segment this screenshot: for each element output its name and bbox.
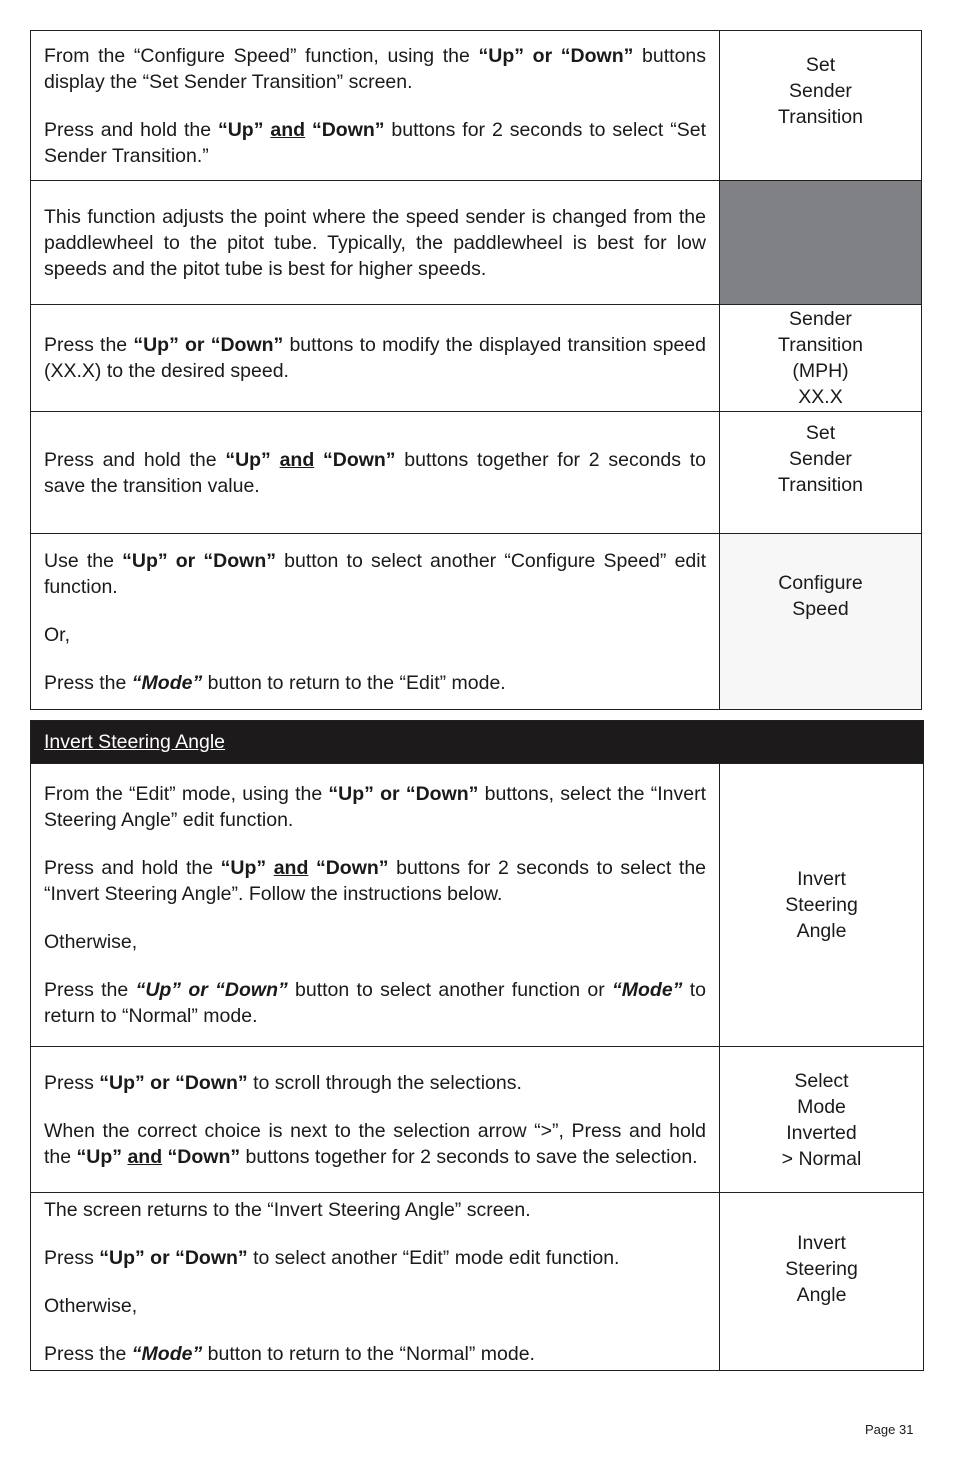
display-line: Select bbox=[794, 1069, 849, 1092]
instruction-cell bbox=[31, 305, 720, 412]
text-run: button to select another “Configure Speed” edit function. bbox=[44, 549, 707, 598]
display-line: Sender bbox=[789, 80, 852, 102]
text-run bbox=[308, 857, 316, 879]
text-run: buttons to modify the displayed transition speed (XX.X) to the desired speed. bbox=[44, 334, 706, 382]
text-run: Press bbox=[44, 1246, 100, 1269]
section-title: Invert Steering Angle bbox=[44, 730, 226, 753]
text-run: From the “Edit” mode, using the bbox=[44, 783, 329, 805]
display-line: Transition bbox=[778, 474, 863, 496]
display-screen-cell bbox=[720, 305, 922, 412]
instruction-cell bbox=[31, 412, 720, 534]
text-run: “Up” or “Down” bbox=[133, 334, 284, 356]
instruction-paragraph bbox=[44, 781, 706, 833]
text-run: buttons together for 2 seconds to save the transition value. bbox=[44, 448, 707, 497]
instruction-paragraph bbox=[44, 117, 706, 169]
text-run: and bbox=[273, 857, 309, 879]
table-row bbox=[31, 412, 922, 534]
display-line: Invert bbox=[797, 868, 846, 890]
text-run bbox=[266, 857, 274, 879]
display-line: Set bbox=[805, 422, 836, 444]
text-run: “Mode” bbox=[131, 671, 203, 694]
table-row bbox=[31, 305, 922, 412]
text-run: “Mode” bbox=[612, 979, 683, 1001]
table-row bbox=[31, 1047, 924, 1193]
display-line: Set bbox=[805, 54, 836, 76]
text-run: Press the bbox=[44, 1342, 132, 1365]
text-run: and bbox=[279, 448, 315, 471]
instruction-cell bbox=[31, 1047, 720, 1193]
section-header-row bbox=[31, 721, 924, 764]
section-header bbox=[31, 721, 924, 764]
display-line: Transition bbox=[778, 334, 863, 356]
instruction-cell bbox=[31, 534, 720, 710]
text-run: “Up” bbox=[76, 1145, 123, 1168]
display-line: Steering bbox=[785, 1258, 858, 1280]
text-run: Press and hold the bbox=[44, 448, 226, 471]
text-run: to return to “Normal” mode. bbox=[44, 979, 706, 1027]
text-run: Otherwise, bbox=[44, 931, 138, 953]
instruction-paragraph bbox=[44, 204, 706, 282]
text-run: button to return to the “Normal” mode. bbox=[202, 1342, 535, 1365]
display-line: > Normal bbox=[781, 1147, 862, 1170]
text-run: and bbox=[127, 1145, 163, 1168]
display-line: XX.X bbox=[798, 386, 843, 408]
text-run: Press bbox=[44, 1071, 100, 1094]
display-line: Inverted bbox=[786, 1121, 857, 1144]
text-run: From the “Configure Speed” function, using the bbox=[44, 44, 479, 67]
instruction-paragraph bbox=[44, 1245, 706, 1271]
display-screen-cell bbox=[720, 1047, 924, 1193]
display-screen-cell bbox=[720, 412, 922, 534]
text-run: buttons, select the “Invert Steering Angle” edit function. bbox=[44, 783, 706, 831]
text-run: “Mode” bbox=[131, 1342, 203, 1365]
table-row bbox=[31, 534, 922, 710]
text-run: buttons for 2 seconds to select “Set Sender Transition.” bbox=[44, 118, 706, 167]
table-row bbox=[31, 1193, 924, 1371]
display-screen-cell bbox=[720, 31, 922, 181]
display-screen-cell bbox=[720, 764, 924, 1047]
instruction-paragraph bbox=[44, 332, 706, 384]
instruction-cell bbox=[31, 181, 720, 305]
text-run: When the correct choice is next to the selection arrow “>”, Press and hold the bbox=[44, 1119, 706, 1168]
text-run: Otherwise, bbox=[44, 1294, 138, 1317]
text-run: “Up” or “Down” bbox=[478, 44, 634, 67]
table-row bbox=[31, 764, 924, 1047]
text-run bbox=[305, 119, 312, 141]
display-line: Speed bbox=[792, 598, 849, 620]
display-screen-cell bbox=[720, 534, 922, 710]
text-run: button to select another function or bbox=[287, 979, 613, 1001]
text-run: “Up” or “Down” bbox=[99, 1071, 248, 1094]
text-run: buttons for 2 seconds to select the “Invert Steering Angle”. Follow the instructions below. bbox=[44, 857, 707, 905]
instruction-paragraph bbox=[44, 855, 706, 907]
text-run bbox=[314, 449, 323, 471]
text-run: “Up” or “Down” bbox=[135, 979, 288, 1001]
text-run: buttons display the “Set Sender Transition” screen. bbox=[44, 44, 707, 93]
invert-steering-table bbox=[30, 720, 924, 1371]
instruction-paragraph bbox=[44, 1197, 706, 1223]
display-screen-cell bbox=[720, 1193, 924, 1371]
instruction-cell bbox=[31, 764, 720, 1047]
text-run: to select another “Edit” mode edit function. bbox=[247, 1246, 620, 1269]
display-line: Angle bbox=[796, 920, 847, 942]
text-run: buttons together for 2 seconds to save the selection. bbox=[240, 1145, 698, 1168]
text-run bbox=[271, 449, 280, 471]
text-run: “Up” or “Down” bbox=[122, 549, 276, 572]
text-run: Press and hold the bbox=[44, 118, 218, 141]
configure-speed-table bbox=[30, 30, 922, 710]
display-line: Sender bbox=[789, 308, 852, 330]
text-run: Press the bbox=[44, 671, 132, 694]
display-line: (MPH) bbox=[792, 360, 849, 382]
display-line: Steering bbox=[785, 894, 858, 916]
text-run: This function adjusts the point where the speed sender is changed from the paddlewheel to the pitot tube. Typically, the paddlewheel is best for low speeds and the pitot tube is best for higher speeds. bbox=[44, 205, 706, 280]
text-run: Use the bbox=[44, 549, 123, 572]
instruction-paragraph bbox=[44, 670, 706, 696]
text-run: Or, bbox=[44, 623, 71, 646]
instruction-paragraph bbox=[44, 1118, 706, 1170]
instruction-paragraph bbox=[44, 1293, 706, 1319]
text-run: Press the bbox=[44, 334, 134, 356]
text-run: Press and hold the bbox=[44, 857, 221, 879]
display-line: Angle bbox=[796, 1284, 847, 1306]
page-number: Page 31 bbox=[865, 1422, 914, 1437]
instruction-paragraph bbox=[44, 1341, 706, 1367]
text-run: “Up” bbox=[217, 118, 264, 141]
instruction-cell bbox=[31, 31, 720, 181]
instruction-paragraph bbox=[44, 929, 706, 955]
text-run: “Up” or “Down” bbox=[328, 783, 479, 805]
text-run: “Down” bbox=[311, 118, 385, 141]
instruction-paragraph bbox=[44, 447, 706, 499]
table-row bbox=[31, 31, 922, 181]
text-run: Press the bbox=[44, 979, 136, 1001]
instruction-paragraph bbox=[44, 977, 706, 1029]
display-screen-cell bbox=[720, 181, 922, 305]
text-run: “Down” bbox=[167, 1145, 241, 1168]
instruction-paragraph bbox=[44, 1070, 706, 1096]
text-run: “Up” bbox=[225, 448, 271, 471]
instruction-paragraph bbox=[44, 43, 706, 95]
text-run: The screen returns to the “Invert Steering Angle” screen. bbox=[44, 1198, 531, 1221]
text-run: “Down” bbox=[315, 857, 389, 879]
table-row bbox=[31, 181, 922, 305]
instruction-cell bbox=[31, 1193, 720, 1371]
instruction-paragraph bbox=[44, 548, 706, 600]
display-line: Mode bbox=[797, 1095, 846, 1118]
text-run: button to return to the “Edit” mode. bbox=[202, 671, 506, 694]
display-line: Invert bbox=[797, 1232, 846, 1254]
display-line: Configure bbox=[778, 572, 863, 594]
text-run: “Up” bbox=[220, 857, 267, 879]
display-line: Sender bbox=[789, 448, 852, 470]
text-run: “Up” or “Down” bbox=[99, 1246, 248, 1269]
instruction-paragraph bbox=[44, 622, 706, 648]
text-run: and bbox=[270, 118, 306, 141]
text-run: “Down” bbox=[322, 448, 396, 471]
text-run: to scroll through the selections. bbox=[247, 1071, 522, 1094]
display-line: Transition bbox=[778, 106, 863, 128]
